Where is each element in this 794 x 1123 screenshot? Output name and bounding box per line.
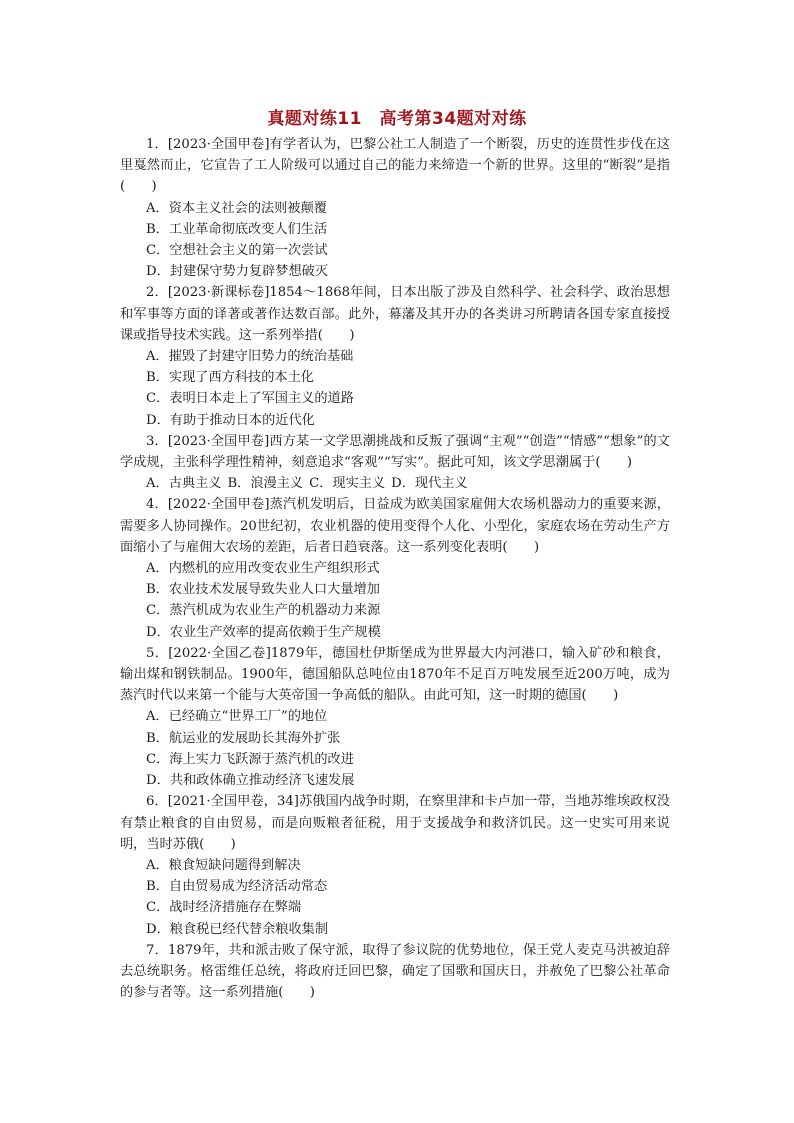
- question-stem: 3．[2023·全国甲卷]西方某一文学思潮挑战和反叛了强调“主观”“创造”“情感”“想象”的文学成规，主张科学理性精神，刻意追求“客观”“写实”。据此可知，该文学思潮属于( ): [120, 433, 670, 471]
- option-a: A．已经确立“世界工厂”的地位: [146, 709, 328, 725]
- option-b: B．浪漫主义: [227, 476, 304, 492]
- question-2: [120, 282, 670, 430]
- question-stem: 6．[2021·全国甲卷，34]苏俄国内战争时期，在察里津和卡卢加一带，当地苏维埃政权没有禁止粮食的自由贸易，而是向贩粮者征税，用于支援战争和救济饥民。这一史实可用来说明，当时苏俄( ): [120, 794, 670, 852]
- option-b: B．实现了西方科技的本土化: [146, 370, 314, 386]
- option-c: C．蒸汽机成为农业生产的机器动力来源: [146, 603, 381, 619]
- question-list: [120, 134, 670, 1003]
- option-c: C．战时经济措施存在弊端: [146, 900, 302, 916]
- option-d: D．封建保守势力复辟梦想破灭: [146, 264, 329, 280]
- question-stem: 2．[2023·新课标卷]1854～1868年间，日本出版了涉及自然科学、社会科学、政治思想和军事等方面的译著或著作达数百部。此外，幕藩及其开办的各类讲习所聘请各国专家直接授课或指导技术实践。这一系列举措( ): [120, 285, 670, 343]
- option-c: C．现实主义: [309, 476, 386, 492]
- question-7: [120, 940, 670, 1004]
- option-a: A．古典主义: [146, 476, 222, 492]
- question-6: [120, 791, 670, 939]
- question-1: [120, 134, 670, 282]
- option-b: B．工业革命彻底改变人们生活: [146, 221, 328, 237]
- option-a: A．摧毁了封建守旧势力的统治基础: [146, 349, 354, 365]
- question-stem: 4．[2022·全国甲卷]蒸汽机发明后，日益成为欧美国家雇佣大农场机器动力的重要来源，需要多人协同操作。20世纪初，农业机器的使用变得个人化、小型化，家庭农场在劳动生产方面缩小了与雇佣大农场的差距，后者日趋衰落。这一系列变化表明( ): [120, 497, 670, 555]
- option-c: C．表明日本走上了军国主义的道路: [146, 391, 354, 407]
- option-b: B．自由贸易成为经济活动常态: [146, 879, 328, 895]
- option-d: D．现代主义: [391, 476, 468, 492]
- option-d: D．粮食税已经代替余粮收集制: [146, 921, 329, 937]
- question-stem: 1．[2023·全国甲卷]有学者认为，巴黎公社工人制造了一个断裂，历史的连贯性步伐在这里戛然而止，它宣告了工人阶级可以通过自己的能力来缔造一个新的世界。这里的“断裂”是指( ): [120, 137, 670, 195]
- question-3: [120, 431, 670, 495]
- question-stem: 5．[2022·全国乙卷]1879年，德国杜伊斯堡成为世界最大内河港口，输入矿砂和粮食，输出煤和钢铁制品。1900年，德国船队总吨位由1870年不足百万吨发展至近200万吨，成为蒸汽时代以来第一个能与大英帝国一争高低的船队。由此可知，这一时期的德国( ): [120, 645, 670, 704]
- option-b: B．航运业的发展助长其海外扩张: [146, 730, 341, 746]
- option-a: A．资本主义社会的法则被颠覆: [146, 200, 327, 216]
- question-5: [120, 643, 670, 791]
- option-b: B．农业技术发展导致失业人口大量增加: [146, 582, 380, 598]
- option-d: D．农业生产效率的提高依赖于生产规模: [146, 624, 381, 640]
- option-d: D．有助于推动日本的近代化: [146, 412, 315, 428]
- option-d: D．共和政体确立推动经济飞速发展: [146, 773, 355, 789]
- page-title: 真题对练11 高考第34题对对练: [267, 109, 527, 129]
- option-a: A．内燃机的应用改变农业生产组织形式: [146, 561, 380, 577]
- question-4: [120, 494, 670, 642]
- question-stem: 7．1879年，共和派击败了保守派，取得了参议院的优势地位，保王党人麦克马洪被迫辞去总统职务。格雷维任总统，将政府迁回巴黎，确定了国歌和国庆日，并赦免了巴黎公社革命的参与者等。这一系列措施( ): [120, 942, 670, 1001]
- option-c: C．空想社会主义的第一次尝试: [146, 243, 328, 259]
- option-row: [120, 473, 670, 494]
- option-c: C．海上实力飞跃源于蒸汽机的改进: [146, 751, 354, 767]
- option-a: A．粮食短缺问题得到解决: [146, 857, 301, 873]
